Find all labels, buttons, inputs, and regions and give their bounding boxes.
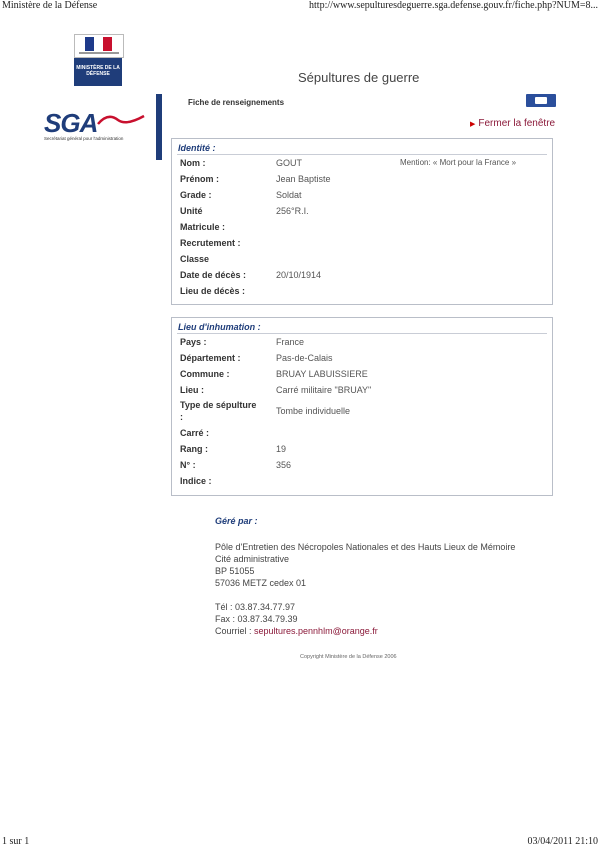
- field-label: Matricule :: [180, 222, 226, 232]
- field-value: 256°R.I.: [276, 206, 309, 216]
- print-footer-datetime: 03/04/2011 21:10: [527, 836, 598, 847]
- field-value: Soldat: [276, 190, 302, 200]
- identite-panel: [171, 138, 553, 305]
- courriel-label: Courriel :: [215, 626, 255, 636]
- gere-par-org: Pôle d'Entretien des Nécropoles Nationales et des Hauts Lieux de Mémoire: [215, 542, 516, 552]
- sga-logo-bar: [156, 94, 162, 160]
- courriel-link[interactable]: sepultures.pennhlm@orange.fr: [254, 626, 378, 636]
- print-button[interactable]: [526, 94, 556, 107]
- field-label: Unité: [180, 206, 203, 216]
- field-label: Date de décès :: [180, 270, 247, 280]
- field-label: Rang :: [180, 444, 208, 454]
- field-value: Tombe individuelle: [276, 406, 351, 416]
- field-label: Type de sépulture: [180, 400, 257, 410]
- field-label: Pays :: [180, 337, 207, 347]
- field-label: Recrutement :: [180, 238, 241, 248]
- sga-swoosh-icon: [96, 110, 146, 128]
- field-value: 20/10/1914: [276, 270, 322, 280]
- ministry-logo: [72, 34, 124, 86]
- field-label: Indice :: [180, 476, 212, 486]
- field-label-colon: :: [180, 412, 183, 422]
- arrow-right-icon: ▶: [470, 121, 476, 128]
- close-window-label: Fermer la fenêtre: [478, 118, 556, 129]
- printer-icon: [535, 97, 547, 104]
- gere-par-fax: Fax : 03.87.34.79.39: [215, 614, 298, 624]
- field-value: Jean Baptiste: [276, 174, 331, 184]
- fiche-label: Fiche de renseignements: [188, 98, 285, 107]
- sga-logo: [36, 94, 162, 160]
- page-title: Sépultures de guerre: [298, 70, 420, 85]
- gere-par-tel: Tél : 03.87.34.77.97: [215, 602, 296, 612]
- gere-par-courriel: [215, 626, 378, 636]
- field-value: BRUAY LABUISSIERE: [276, 369, 368, 379]
- lieu-inhumation-panel: [171, 317, 553, 496]
- field-label: Classe: [180, 254, 210, 264]
- field-value: 19: [276, 444, 287, 454]
- ministry-logo-text: MINISTÈRE DE LA DÉFENSE: [74, 58, 122, 86]
- identite-title: Identité :: [178, 143, 216, 153]
- field-label: Lieu de décès :: [180, 286, 246, 296]
- sga-logo-word: SGA: [44, 108, 98, 138]
- print-header-left: Ministère de la Défense: [2, 0, 98, 11]
- field-label: Prénom :: [180, 174, 220, 184]
- field-label: Nom :: [180, 158, 206, 168]
- field-label: Lieu :: [180, 385, 204, 395]
- close-window-link[interactable]: [470, 118, 555, 129]
- print-header: [0, 0, 600, 14]
- field-value: Carré militaire "BRUAY": [276, 385, 372, 395]
- copyright: Copyright Ministère de la Défense 2006: [300, 654, 397, 660]
- field-label: N° :: [180, 460, 196, 470]
- field-value: Pas-de-Calais: [276, 353, 333, 363]
- print-footer-page: 1 sur 1: [2, 836, 30, 847]
- gere-par-line3: 57036 METZ cedex 01: [215, 578, 307, 588]
- field-value: GOUT: [276, 158, 302, 168]
- field-label: Grade :: [180, 190, 212, 200]
- sga-logo-tagline: Secrétariat général pour l'administration: [44, 136, 124, 141]
- gere-par-line1: Cité administrative: [215, 554, 290, 564]
- mention-text: Mention: « Mort pour la France »: [400, 158, 517, 167]
- field-label: Carré :: [180, 428, 210, 438]
- field-label: Commune :: [180, 369, 230, 379]
- field-value: 356: [276, 460, 292, 470]
- identite-divider: [177, 154, 547, 155]
- field-value: France: [276, 337, 305, 347]
- print-header-url: http://www.sepulturesdeguerre.sga.defense.gouv.fr/fiche.php?NUM=8...: [309, 0, 598, 11]
- gere-par-line2: BP 51055: [215, 566, 255, 576]
- field-label: Département :: [180, 353, 241, 363]
- gere-par-title: Géré par :: [215, 516, 258, 526]
- lieu-title: Lieu d'inhumation :: [178, 322, 261, 332]
- french-flag-icon: [74, 34, 124, 58]
- lieu-divider: [177, 333, 547, 334]
